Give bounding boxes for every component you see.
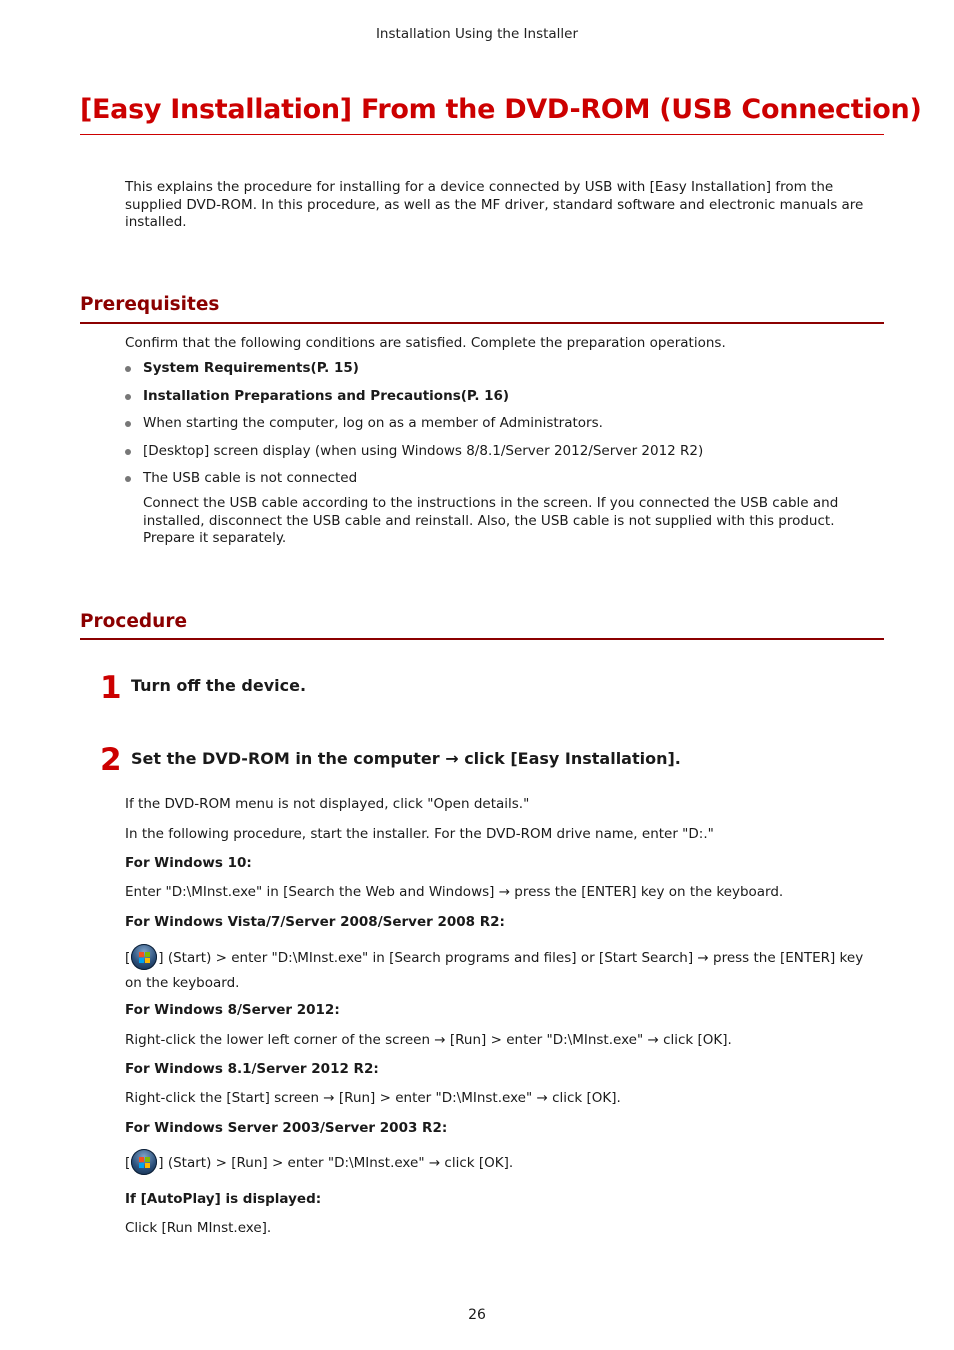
windows-start-icon (131, 944, 157, 970)
dvd-menu-note: If the DVD-ROM menu is not displayed, click "Open details." (125, 796, 530, 812)
step-number: 2 (100, 742, 122, 778)
windows-server-2003-text: ] (Start) > [Run] > enter "D:\MInst.exe" → click [OK]. (158, 1155, 514, 1171)
step-text: Turn off the device. (131, 676, 307, 695)
prerequisites-heading: Prerequisites (80, 294, 220, 315)
bracket-open: [ (125, 1155, 131, 1171)
bullet-icon (125, 366, 131, 372)
bullet-icon (125, 449, 131, 455)
running-header: Installation Using the Installer (375, 26, 579, 42)
windows-server-2003-label: For Windows Server 2003/Server 2003 R2: (125, 1120, 448, 1136)
windows-10-instructions: Enter "D:\MInst.exe" in [Search the Web and Windows] → press the [ENTER] key on the keyboard. (125, 884, 784, 900)
list-item (125, 470, 875, 488)
bracket-open: [ (125, 950, 131, 966)
bullet-icon (125, 421, 131, 427)
prerequisites-rule (80, 322, 884, 324)
page-title: [Easy Installation] From the DVD-ROM (USB Connection) (80, 94, 922, 125)
drive-name-note: In the following procedure, start the installer. For the DVD-ROM drive name, enter "D:." (125, 826, 714, 842)
windows-start-icon (131, 1149, 157, 1175)
list-item (125, 415, 875, 433)
autoplay-instructions: Click [Run MInst.exe]. (125, 1220, 272, 1236)
intro-paragraph: This explains the procedure for installing for a device connected by USB with [Easy Installation] from the supplied DVD-ROM. In this procedure, as well as the MF driver, standard software and electronic manuals are installed. (125, 179, 864, 230)
windows-server-2003-instructions (125, 1150, 875, 1176)
windows-8-instructions: Right-click the lower left corner of the screen → [Run] > enter "D:\MInst.exe" → click [OK]. (125, 1032, 732, 1048)
procedure-heading: Procedure (80, 611, 187, 632)
installation-preparations-link[interactable]: Installation Preparations and Precautions(P. 16) (143, 388, 510, 404)
windows-vista-label: For Windows Vista/7/Server 2008/Server 2008 R2: (125, 914, 505, 930)
list-item[interactable] (125, 388, 875, 406)
page-number: 26 (468, 1307, 486, 1323)
bullet-icon (125, 476, 131, 482)
usb-cable-note: Connect the USB cable according to the instructions in the screen. If you connected the USB cable and installed, disconnect the USB cable and reinstall. Also, the USB cable is not supplied with this product. Prepare it separately. (143, 495, 839, 546)
windows-vista-text: ] (Start) > enter "D:\MInst.exe" in [Search programs and files] or [Start Search] → press the [ENTER] key on the keyboard. (125, 950, 864, 991)
list-item[interactable] (125, 360, 875, 378)
list-item-text: When starting the computer, log on as a member of Administrators. (143, 415, 603, 431)
bullet-icon (125, 394, 131, 400)
windows-vista-instructions (125, 945, 875, 996)
prerequisites-lead: Confirm that the following conditions are satisfied. Complete the preparation operations. (125, 335, 726, 351)
system-requirements-link[interactable]: System Requirements(P. 15) (143, 360, 359, 376)
list-item-text: The USB cable is not connected (143, 470, 358, 486)
windows-10-label: For Windows 10: (125, 855, 252, 871)
list-item (125, 443, 875, 461)
list-item-text: [Desktop] screen display (when using Windows 8/8.1/Server 2012/Server 2012 R2) (143, 443, 704, 459)
autoplay-label: If [AutoPlay] is displayed: (125, 1191, 322, 1207)
title-rule (80, 134, 884, 135)
procedure-rule (80, 638, 884, 640)
step-text: Set the DVD-ROM in the computer → click [Easy Installation]. (131, 749, 681, 768)
windows-81-instructions: Right-click the [Start] screen → [Run] > enter "D:\MInst.exe" → click [OK]. (125, 1090, 621, 1106)
step-number: 1 (100, 670, 122, 706)
windows-8-label: For Windows 8/Server 2012: (125, 1002, 340, 1018)
windows-81-label: For Windows 8.1/Server 2012 R2: (125, 1061, 379, 1077)
